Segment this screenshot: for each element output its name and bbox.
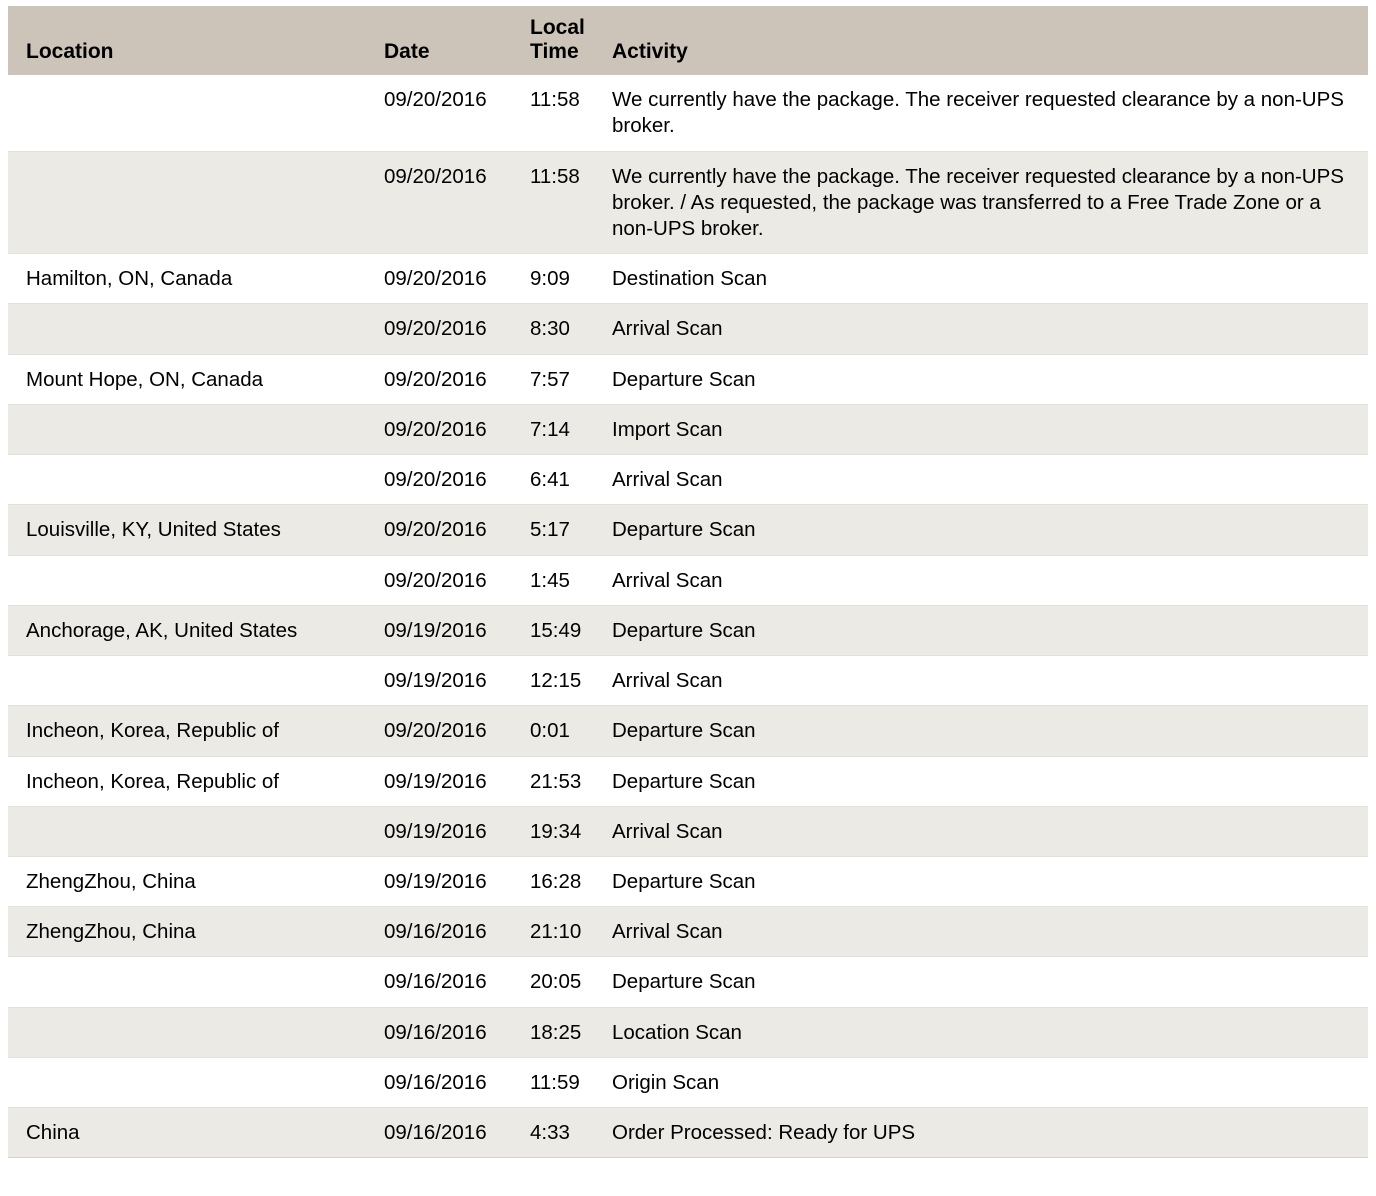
table-row: [8, 254, 1368, 304]
cell-activity: Order Processed: Ready for UPS: [602, 1108, 1368, 1158]
table-row: [8, 605, 1368, 655]
cell-activity: Arrival Scan: [602, 455, 1368, 505]
table-row: [8, 354, 1368, 404]
cell-local-time: 21:10: [520, 907, 602, 957]
cell-location: China: [8, 1108, 374, 1158]
table-row: [8, 455, 1368, 505]
cell-local-time: 21:53: [520, 756, 602, 806]
cell-local-time: 11:58: [520, 75, 602, 151]
table-row: [8, 505, 1368, 555]
cell-activity: Destination Scan: [602, 254, 1368, 304]
table-row: [8, 75, 1368, 151]
cell-activity: Arrival Scan: [602, 806, 1368, 856]
cell-location: Mount Hope, ON, Canada: [8, 354, 374, 404]
cell-activity: We currently have the package. The receiver requested clearance by a non-UPS broker.: [602, 75, 1368, 151]
cell-date: 09/16/2016: [374, 907, 520, 957]
cell-location: [8, 656, 374, 706]
table-row: [8, 1007, 1368, 1057]
cell-local-time: 0:01: [520, 706, 602, 756]
cell-local-time: 6:41: [520, 455, 602, 505]
cell-date: 09/20/2016: [374, 505, 520, 555]
cell-local-time: 1:45: [520, 555, 602, 605]
cell-location: ZhengZhou, China: [8, 857, 374, 907]
column-header-local-time-line1: Local: [530, 16, 585, 39]
cell-activity: Departure Scan: [602, 957, 1368, 1007]
cell-activity: Arrival Scan: [602, 555, 1368, 605]
cell-location: [8, 806, 374, 856]
cell-date: 09/19/2016: [374, 806, 520, 856]
cell-activity: Location Scan: [602, 1007, 1368, 1057]
cell-location: Hamilton, ON, Canada: [8, 254, 374, 304]
cell-local-time: 9:09: [520, 254, 602, 304]
cell-date: 09/16/2016: [374, 1057, 520, 1107]
cell-activity: Arrival Scan: [602, 304, 1368, 354]
cell-local-time: 5:17: [520, 505, 602, 555]
table-row: [8, 756, 1368, 806]
cell-activity: Arrival Scan: [602, 656, 1368, 706]
cell-activity: Departure Scan: [602, 605, 1368, 655]
cell-date: 09/20/2016: [374, 455, 520, 505]
cell-activity: We currently have the package. The receiver requested clearance by a non-UPS broker. / As requested, the package was transferred to a Free Trade Zone or a non-UPS broker.: [602, 151, 1368, 254]
cell-date: 09/16/2016: [374, 1007, 520, 1057]
cell-location: [8, 151, 374, 254]
table-row: [8, 151, 1368, 254]
cell-date: 09/20/2016: [374, 151, 520, 254]
cell-date: 09/16/2016: [374, 957, 520, 1007]
cell-activity: Departure Scan: [602, 706, 1368, 756]
cell-date: 09/19/2016: [374, 656, 520, 706]
cell-date: 09/20/2016: [374, 75, 520, 151]
cell-location: [8, 404, 374, 454]
table-row: [8, 404, 1368, 454]
cell-location: [8, 75, 374, 151]
cell-local-time: 19:34: [520, 806, 602, 856]
cell-date: 09/19/2016: [374, 857, 520, 907]
cell-location: [8, 1007, 374, 1057]
cell-activity: Departure Scan: [602, 505, 1368, 555]
cell-date: 09/19/2016: [374, 756, 520, 806]
cell-location: Incheon, Korea, Republic of: [8, 756, 374, 806]
table-row: [8, 957, 1368, 1007]
cell-location: Incheon, Korea, Republic of: [8, 706, 374, 756]
cell-date: 09/20/2016: [374, 354, 520, 404]
cell-activity: Departure Scan: [602, 354, 1368, 404]
table-row: [8, 656, 1368, 706]
cell-date: 09/20/2016: [374, 404, 520, 454]
cell-activity: Departure Scan: [602, 756, 1368, 806]
cell-local-time: 12:15: [520, 656, 602, 706]
table-body: [8, 75, 1368, 1158]
table-header-row: [8, 6, 1368, 75]
cell-local-time: 7:57: [520, 354, 602, 404]
cell-local-time: 8:30: [520, 304, 602, 354]
cell-local-time: 11:59: [520, 1057, 602, 1107]
cell-location: [8, 1057, 374, 1107]
tracking-history-table: [8, 6, 1368, 1158]
column-header-activity: Activity: [602, 6, 1368, 75]
table-row: [8, 706, 1368, 756]
cell-date: 09/20/2016: [374, 706, 520, 756]
table-header: [8, 6, 1368, 75]
column-header-local-time-line2: Time: [530, 39, 579, 63]
cell-activity: Origin Scan: [602, 1057, 1368, 1107]
table-row: [8, 304, 1368, 354]
cell-location: [8, 304, 374, 354]
cell-local-time: 18:25: [520, 1007, 602, 1057]
cell-local-time: 15:49: [520, 605, 602, 655]
cell-location: [8, 455, 374, 505]
cell-date: 09/20/2016: [374, 555, 520, 605]
cell-location: [8, 957, 374, 1007]
cell-local-time: 7:14: [520, 404, 602, 454]
table-row: [8, 1057, 1368, 1107]
column-header-date: Date: [374, 6, 520, 75]
cell-local-time: 20:05: [520, 957, 602, 1007]
table-row: [8, 806, 1368, 856]
cell-activity: Import Scan: [602, 404, 1368, 454]
cell-activity: Departure Scan: [602, 857, 1368, 907]
cell-date: 09/20/2016: [374, 304, 520, 354]
cell-location: [8, 555, 374, 605]
cell-local-time: 4:33: [520, 1108, 602, 1158]
cell-location: Anchorage, AK, United States: [8, 605, 374, 655]
table-row: [8, 907, 1368, 957]
table-row: [8, 1108, 1368, 1158]
cell-location: Louisville, KY, United States: [8, 505, 374, 555]
cell-local-time: 16:28: [520, 857, 602, 907]
cell-activity: Arrival Scan: [602, 907, 1368, 957]
column-header-location: Location: [8, 6, 374, 75]
cell-date: 09/19/2016: [374, 605, 520, 655]
cell-date: 09/16/2016: [374, 1108, 520, 1158]
table-row: [8, 555, 1368, 605]
cell-local-time: 11:58: [520, 151, 602, 254]
cell-date: 09/20/2016: [374, 254, 520, 304]
column-header-local-time: [520, 6, 602, 75]
table-row: [8, 857, 1368, 907]
cell-location: ZhengZhou, China: [8, 907, 374, 957]
